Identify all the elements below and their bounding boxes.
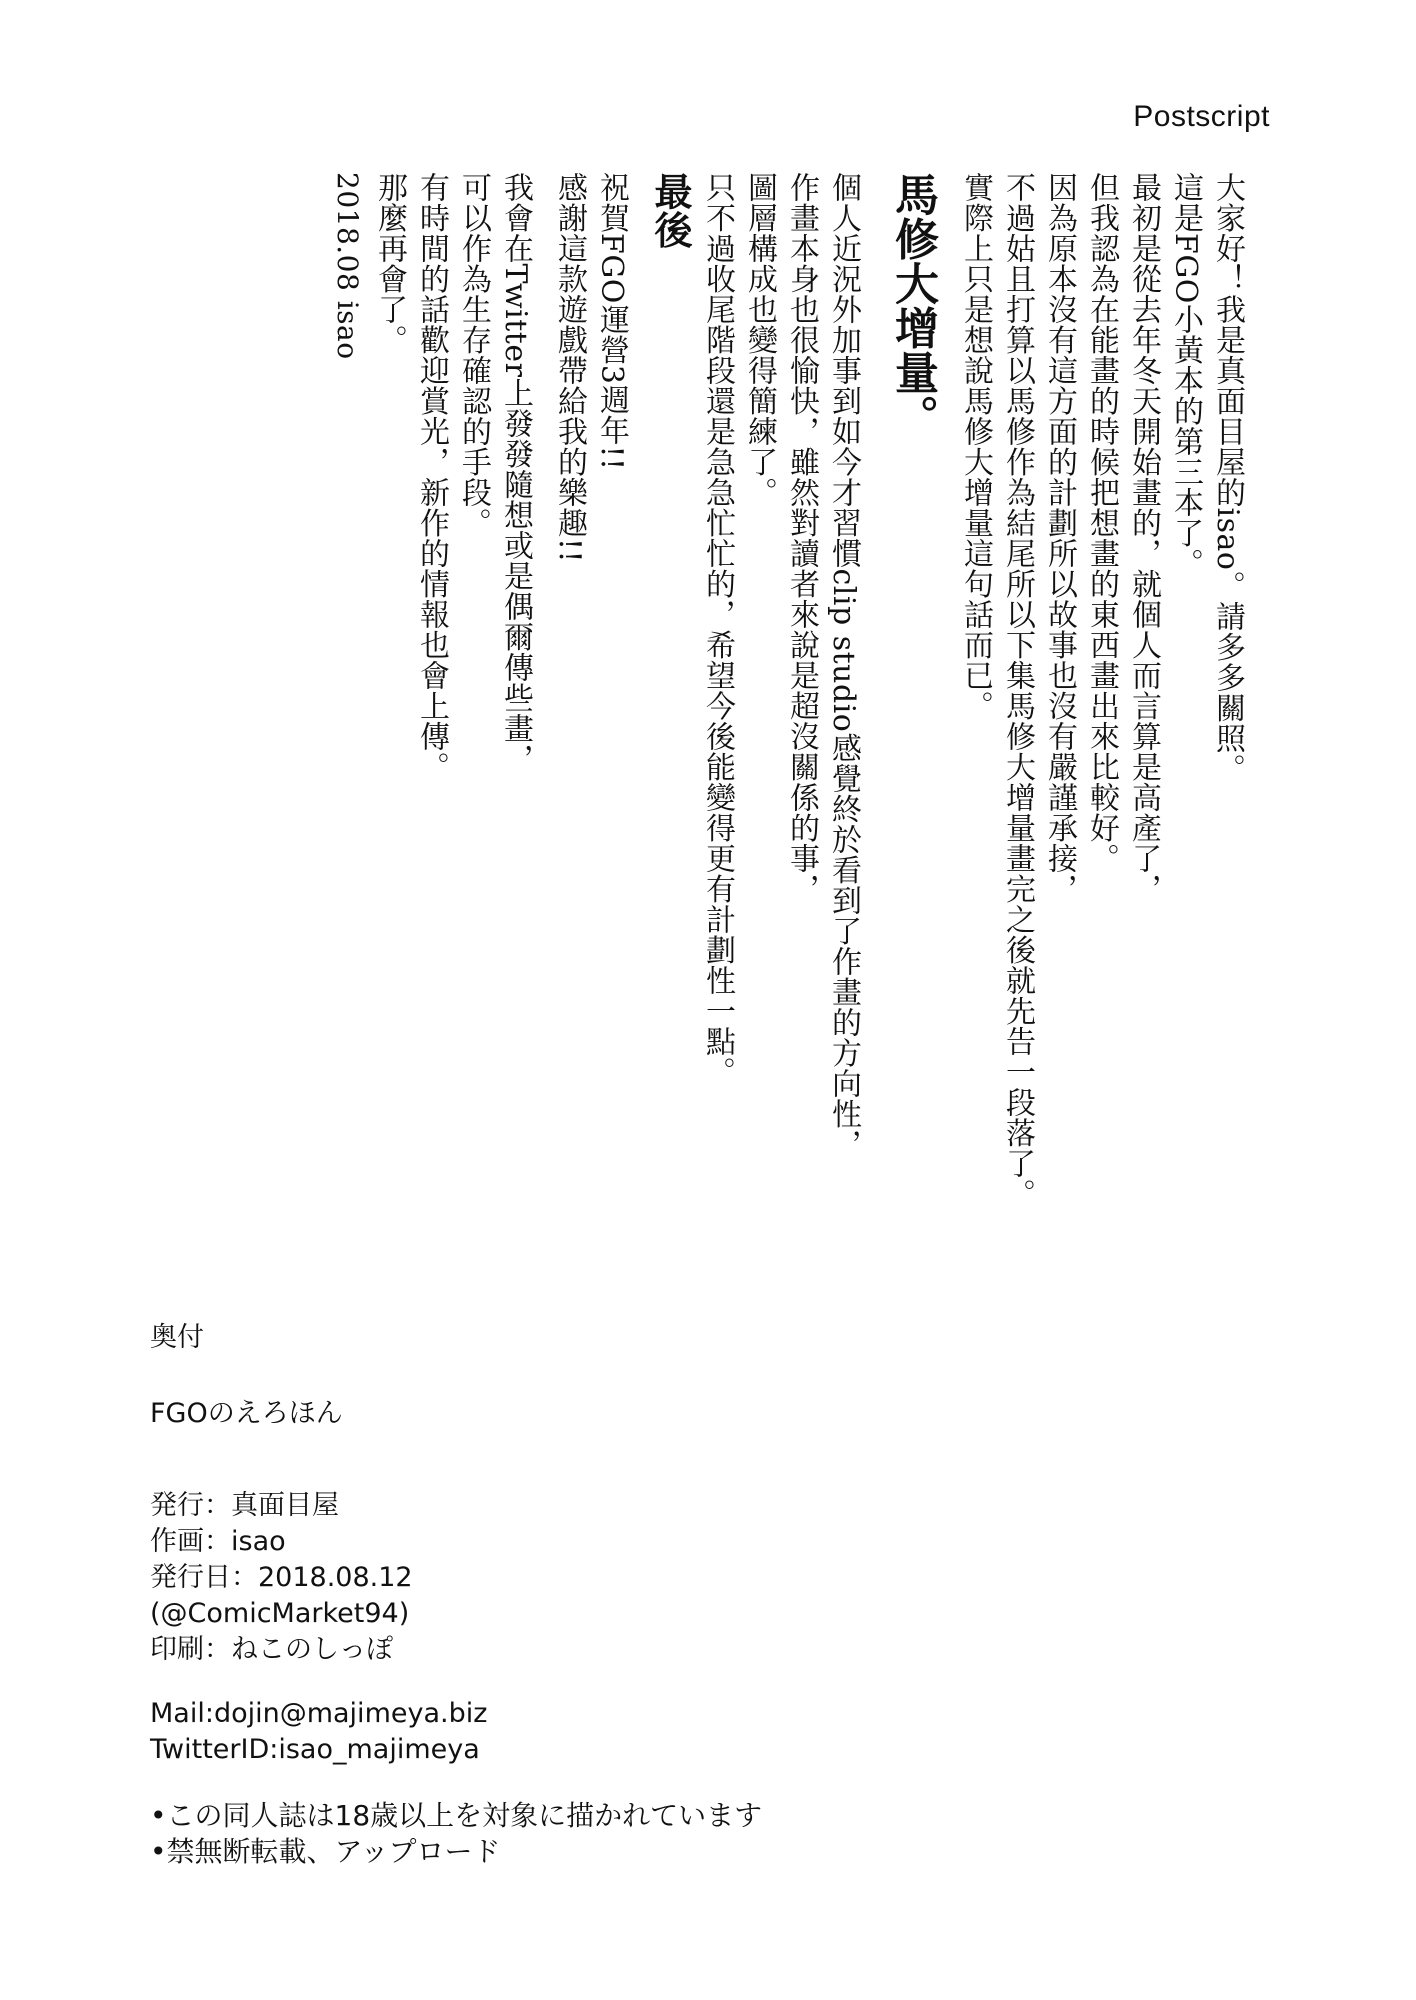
reprint-notice: •禁無断転載、アップロード (150, 1835, 501, 1868)
postscript-line: 我會在Twitter上發發隨想或是偶爾傳些畫， (498, 172, 533, 774)
notes (150, 1798, 762, 1870)
postscript-line: 最初是從去年冬天開始畫的，就個人而言算是高產了， (1126, 172, 1161, 904)
postscript-line: 祝賀FGO運營3週年!! (594, 172, 629, 471)
postscript-line: 作畫本身也很愉快，雖然對讀者來說是超沒關係的事， (784, 172, 819, 904)
postscript-line: 大家好！我是真面目屋的isao。請多多關照。 (1210, 172, 1245, 784)
postscript-line: 這是FGO小黃本的第三本了。 (1168, 172, 1203, 579)
publish-date: 発行日：2018.08.12 (150, 1562, 413, 1593)
postscript-line: 有時間的話歡迎賞光，新作的情報也會上傳。 (414, 172, 449, 782)
section-heading-finally: 最後 (648, 172, 692, 249)
postscript-title: Postscript (1133, 100, 1270, 133)
postscript-line: 那麼再會了。 (372, 172, 407, 355)
postscript-line: 圖層構成也變得簡練了。 (742, 172, 777, 508)
postscript-line: 可以作為生存確認的手段。 (456, 172, 491, 538)
postscript-line: 不過姑且打算以馬修作為結尾所以下集馬修大增量畫完之後就先告一段落了。 (1000, 172, 1035, 1209)
postscript-line: 只不過收尾階段還是急急忙忙的，希望今後能變得更有計劃性一點。 (700, 172, 735, 1087)
colophon (150, 1320, 762, 1870)
postscript-line: 感謝這款遊戲帶給我的樂趣!! (552, 172, 587, 564)
book-title: FGOのえろほん (150, 1398, 343, 1429)
artist: 作画：isao (150, 1526, 286, 1557)
contact-info (150, 1696, 762, 1768)
date-signature: 2018.08 isao (331, 172, 364, 360)
publisher: 発行：真面目屋 (150, 1490, 339, 1521)
postscript-line: 實際上只是想說馬修大增量這句話而已。 (958, 172, 993, 721)
twitter-id: TwitterID:isao_majimeya (150, 1734, 480, 1765)
postscript-line: 個人近況外加事到如今才習慣clip studio感覺終於看到了作畫的方向性， (826, 172, 861, 1160)
postscript-body (304, 172, 1248, 1209)
printer: 印刷：ねこのしっぽ (150, 1634, 393, 1665)
postscript-line: 但我認為在能畫的時候把想畫的東西畫出來比較好。 (1084, 172, 1119, 874)
mail-address: Mail:dojin@majimeya.biz (150, 1698, 488, 1729)
event: (@ComicMarket94) (150, 1598, 410, 1629)
age-notice: •この同人誌は18歳以上を対象に描かれています (150, 1799, 763, 1832)
colophon-title: 奥付 (150, 1322, 204, 1353)
postscript-line: 因為原本沒有這方面的計劃所以故事也沒有嚴謹承接， (1042, 172, 1077, 904)
publication-info (150, 1488, 762, 1668)
section-heading-mash: 馬修大增量。 (887, 172, 938, 439)
